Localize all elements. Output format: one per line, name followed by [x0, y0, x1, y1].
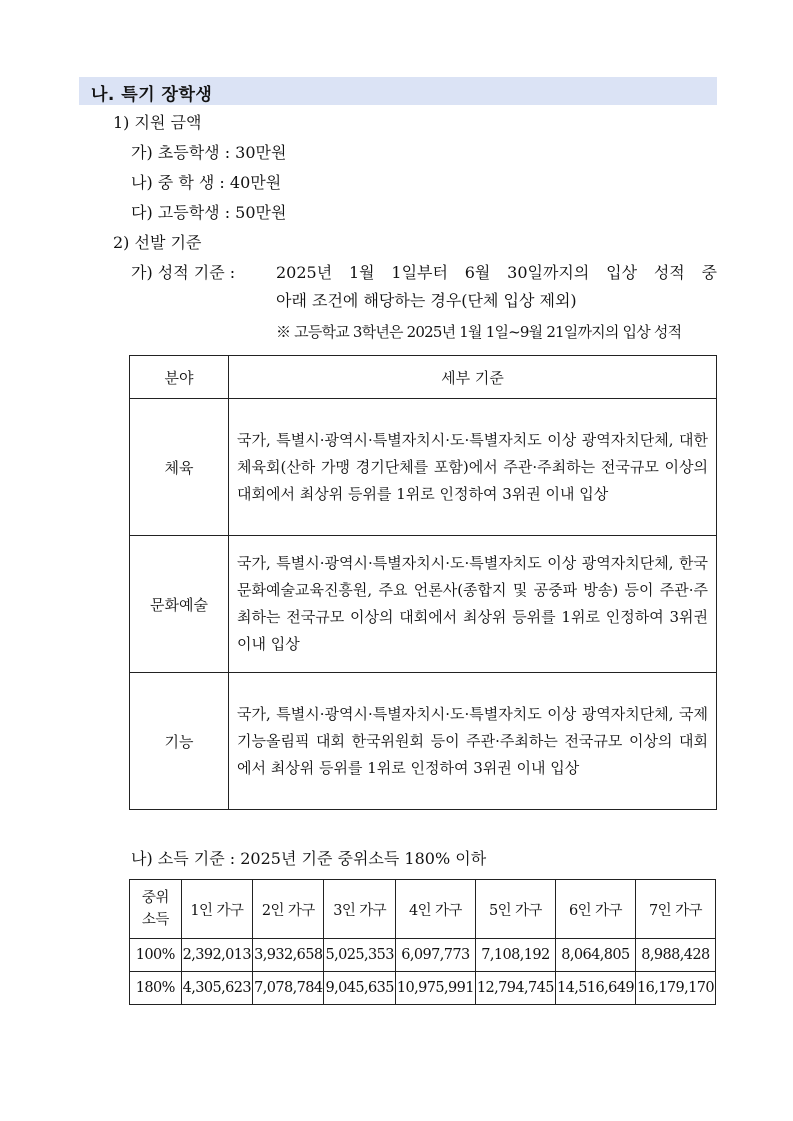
- income-cell: 12,794,745: [475, 972, 555, 1005]
- grade-criteria-label: 가) 성적 기준 :: [131, 263, 236, 282]
- table-row: [130, 673, 717, 810]
- income-table-header: [130, 880, 716, 939]
- grade-criteria-line2: 아래 조건에 해당하는 경우(단체 입상 제외): [276, 291, 577, 310]
- income-cell: 2,392,013: [181, 939, 252, 972]
- criteria-header-field: 분야: [130, 356, 229, 399]
- income-cell: 6,097,773: [395, 939, 475, 972]
- criteria-table: [129, 355, 717, 810]
- selection-heading: 2) 선발 기준: [113, 233, 202, 252]
- support-heading: 1) 지원 금액: [113, 113, 202, 132]
- income-header-7: 7인 가구: [635, 880, 715, 939]
- criteria-header-detail: 세부 기준: [229, 356, 717, 399]
- income-header-5: 5인 가구: [475, 880, 555, 939]
- income-cell: 5,025,353: [324, 939, 395, 972]
- criteria-field-sports: 체육: [130, 399, 229, 536]
- table-row: [130, 939, 716, 972]
- income-cell: 7,108,192: [475, 939, 555, 972]
- income-corner-cell: [130, 880, 182, 939]
- income-corner-line1: 중위: [141, 890, 169, 906]
- income-cell: 16,179,170: [635, 972, 715, 1005]
- section-title: 나. 특기 장학생: [91, 85, 213, 105]
- income-cell: 8,988,428: [635, 939, 715, 972]
- support-item-middle: 나) 중 학 생 : 40만원: [131, 173, 282, 192]
- income-heading: 나) 소득 기준 : 2025년 기준 중위소득 180% 이하: [131, 849, 487, 868]
- income-cell: 3,932,658: [253, 939, 324, 972]
- income-cell: 10,975,991: [395, 972, 475, 1005]
- grade-criteria-note: ※ 고등학교 3학년은 2025년 1월 1일~9월 21일까지의 입상 성적: [276, 323, 682, 341]
- income-cell: 9,045,635: [324, 972, 395, 1005]
- income-corner-line2: 소득: [141, 912, 169, 928]
- support-item-high: 다) 고등학생 : 50만원: [131, 203, 287, 222]
- income-cell: 4,305,623: [181, 972, 252, 1005]
- table-row: [130, 972, 716, 1005]
- income-cell: 8,064,805: [555, 939, 635, 972]
- income-row-label: 100%: [130, 939, 182, 972]
- criteria-detail-skills: 국가, 특별시·광역시·특별자치시·도·특별자치도 이상 광역자치단체, 국제기능올림픽 대회 한국위원회 등이 주관·주최하는 전국규모 이상의 대회에서 최상위 등위를 1위로 인정하여 3위권 이내 입상: [229, 673, 717, 810]
- criteria-field-culture-arts: 문화예술: [130, 536, 229, 673]
- income-header-3: 3인 가구: [324, 880, 395, 939]
- income-header-6: 6인 가구: [555, 880, 635, 939]
- income-header-1: 1인 가구: [181, 880, 252, 939]
- criteria-detail-culture-arts: 국가, 특별시·광역시·특별자치시·도·특별자치도 이상 광역자치단체, 한국문화예술교육진흥원, 주요 언론사(종합지 및 공중파 방송) 등이 주관·주최하는 전국규모 이상의 대회에서 최상위 등위를 1위로 인정하여 3위권 이내 입상: [229, 536, 717, 673]
- income-table: [129, 879, 716, 1005]
- income-row-label: 180%: [130, 972, 182, 1005]
- income-header-4: 4인 가구: [395, 880, 475, 939]
- criteria-field-skills: 기능: [130, 673, 229, 810]
- criteria-table-header: [130, 356, 717, 399]
- grade-criteria-line1: 2025년 1월 1일부터 6월 30일까지의 입상 성적 중: [276, 263, 717, 282]
- table-row: [130, 399, 717, 536]
- income-cell: 14,516,649: [555, 972, 635, 1005]
- support-item-elementary: 가) 초등학생 : 30만원: [131, 143, 287, 162]
- income-cell: 7,078,784: [253, 972, 324, 1005]
- criteria-detail-sports: 국가, 특별시·광역시·특별자치시·도·특별자치도 이상 광역자치단체, 대한체육회(산하 가맹 경기단체를 포함)에서 주관·주최하는 전국규모 이상의 대회에서 최상위 등위를 1위로 인정하여 3위권 이내 입상: [229, 399, 717, 536]
- income-header-2: 2인 가구: [253, 880, 324, 939]
- table-row: [130, 536, 717, 673]
